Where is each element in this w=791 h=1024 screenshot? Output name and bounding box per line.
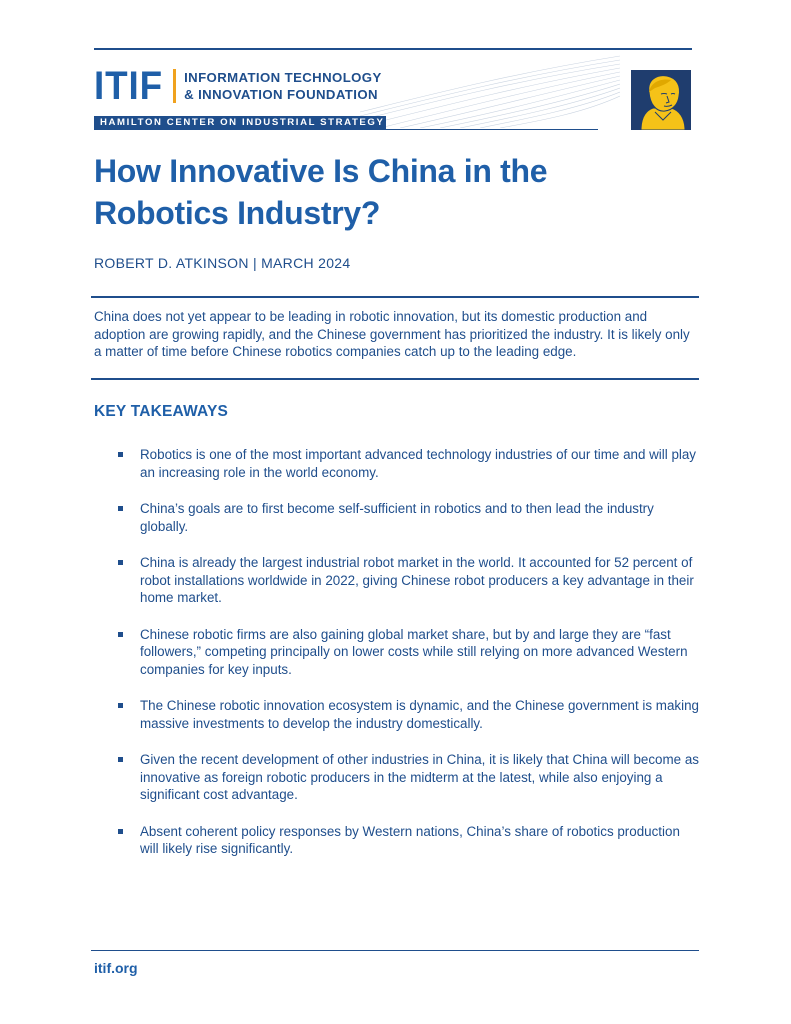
takeaway-text: Chinese robotic firms are also gaining global market share, but by and large they are “fast followers,” competing principally on lower costs while still relying on more advanced Western companies for key inputs. bbox=[140, 626, 688, 677]
decorative-wave-lines bbox=[360, 52, 620, 128]
logo-mark: ITIF bbox=[94, 64, 164, 108]
page-title: How Innovative Is China in the Robotics Industry? bbox=[94, 153, 548, 231]
header-top-rule bbox=[94, 48, 692, 50]
takeaway-text: China’s goals are to first become self-sufficient in robotics and to then lead the industry globally. bbox=[140, 501, 654, 534]
org-name-line2: & INNOVATION FOUNDATION bbox=[184, 87, 378, 102]
key-takeaways-heading: KEY TAKEAWAYS bbox=[94, 403, 229, 420]
list-item bbox=[118, 500, 702, 535]
takeaway-text: Absent coherent policy responses by Western nations, China’s share of robotics production will likely rise significantly. bbox=[140, 823, 680, 856]
list-item bbox=[118, 697, 702, 732]
bullet-icon bbox=[118, 757, 123, 762]
bullet-icon bbox=[118, 703, 123, 708]
center-name-banner: HAMILTON CENTER ON INDUSTRIAL STRATEGY bbox=[94, 116, 386, 130]
list-item bbox=[118, 823, 702, 858]
list-item bbox=[118, 554, 702, 607]
bullet-icon bbox=[118, 829, 123, 834]
list-item bbox=[118, 446, 702, 481]
footer-rule bbox=[91, 950, 699, 951]
footer-url[interactable]: itif.org bbox=[94, 960, 138, 976]
bullet-icon bbox=[118, 452, 123, 457]
byline: ROBERT D. ATKINSON | MARCH 2024 bbox=[94, 255, 351, 271]
bullet-icon bbox=[118, 632, 123, 637]
org-name bbox=[184, 69, 382, 103]
bullet-icon bbox=[118, 560, 123, 565]
summary-bottom-rule bbox=[91, 378, 699, 380]
takeaway-text: Given the recent development of other industries in China, it is likely that China will become as innovative as foreign robotic producers in the midterm at the latest, while also enjoying a significant cost advantage. bbox=[140, 752, 699, 802]
org-name-line1: INFORMATION TECHNOLOGY bbox=[184, 70, 382, 85]
takeaway-text: Robotics is one of the most important advanced technology industries of our time and will play an increasing role in the world economy. bbox=[140, 447, 697, 480]
takeaway-text: China is already the largest industrial robot market in the world. It accounted for 52 percent of robot installations worldwide in 2022, giving Chinese robot producers a key advantage in their home market. bbox=[140, 555, 694, 605]
hamilton-portrait-icon bbox=[631, 70, 691, 130]
list-item bbox=[118, 626, 702, 679]
center-underline bbox=[386, 129, 598, 130]
summary-top-rule bbox=[91, 296, 699, 298]
summary-paragraph: China does not yet appear to be leading in robotic innovation, but its domestic production and adoption are growing rapidly, and the Chinese government has prioritized the industry. It is likely only a matter of time before Chinese robotics companies catch up to the leading edge. bbox=[94, 309, 690, 359]
takeaway-text: The Chinese robotic innovation ecosystem is dynamic, and the Chinese government is making massive investments to develop the industry domestically. bbox=[140, 698, 699, 731]
key-takeaways-list bbox=[118, 446, 702, 877]
logo-divider bbox=[173, 69, 176, 103]
itif-logo bbox=[94, 66, 382, 106]
list-item bbox=[118, 751, 702, 804]
bullet-icon bbox=[118, 506, 123, 511]
